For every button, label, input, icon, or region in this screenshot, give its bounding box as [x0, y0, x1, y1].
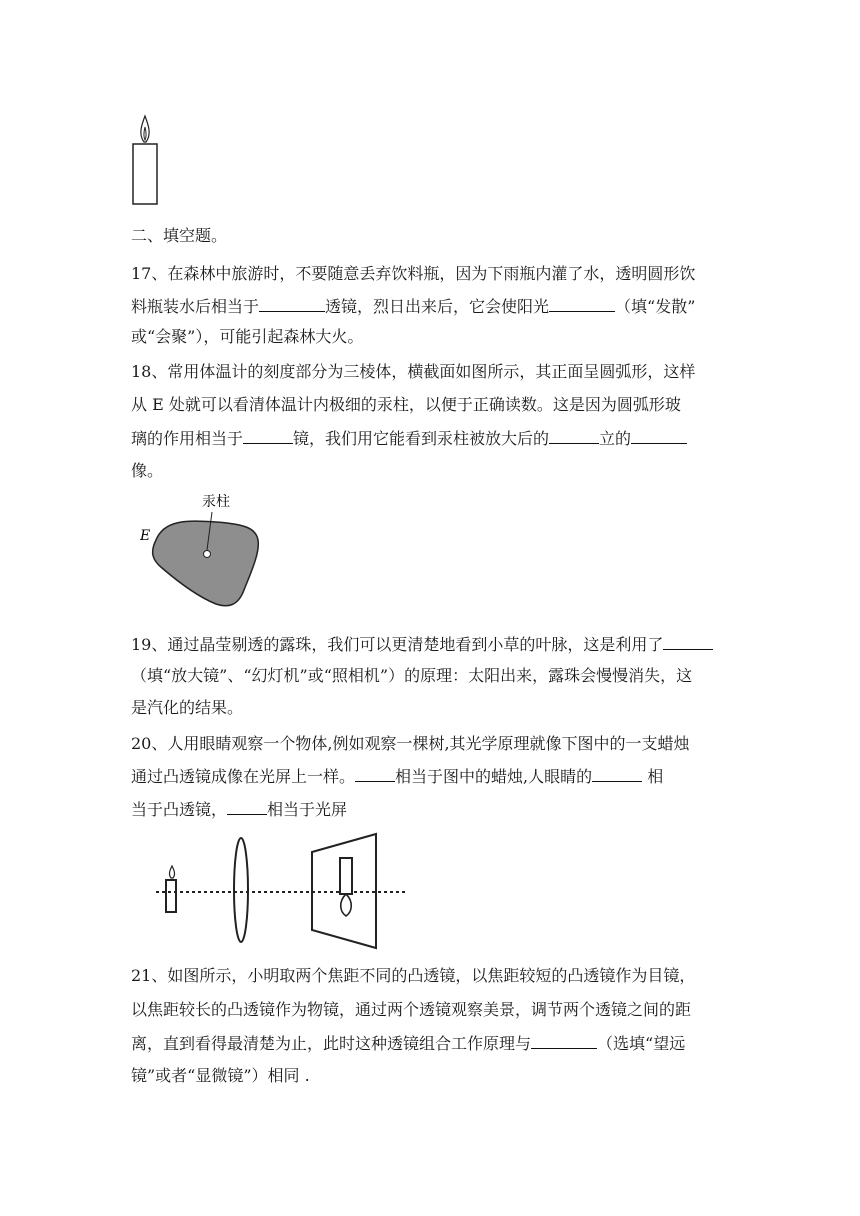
q20-blank-2[interactable] — [592, 767, 642, 782]
q19-line1: 19、通过晶莹剔透的露珠，我们可以更清楚地看到小草的叶脉，这是利用了 — [131, 635, 713, 655]
q21-line1: 21、如图所示，小明取两个焦距不同的凸透镜，以焦距较短的凸透镜作为目镜， — [131, 966, 696, 985]
q19-line2: （填“放大镜”、“幻灯机”或“照相机”）的原理：太阳出来，露珠会慢慢消失，这 — [131, 666, 693, 685]
q20-blank-1[interactable] — [355, 767, 395, 782]
q21-line3: 离，直到看得最清楚为止，此时这种透镜组合工作原理与 （选填“望远 — [131, 1034, 686, 1053]
q18-line4: 像。 — [131, 461, 164, 480]
q18-line1: 18、常用体温计的刻度部分为三棱体，横截面如图所示，其正面呈圆弧形，这样 — [131, 362, 696, 381]
q20-line3: 当于凸透镜， 相当于光屏 — [131, 800, 348, 819]
section-heading: 二、填空题。 — [131, 226, 228, 245]
q17-line3: 或“会聚”），可能引起森林大火。 — [131, 327, 364, 346]
candle-figure — [128, 112, 168, 208]
q20-blank-3[interactable] — [227, 800, 267, 815]
q18-line2: 从 E 处就可以看清体温计内极细的汞柱，以便于正确读数。这是因为圆弧形玻 — [131, 395, 681, 414]
mercury-label: 汞柱 — [202, 494, 230, 510]
q21-line4: 镜”或者“显微镜”）相同 . — [131, 1066, 310, 1085]
q20-line1: 20、人用眼睛观察一个物体,例如观察一棵树,其光学原理就像下图中的一支蜡烛 — [131, 734, 690, 753]
q18-line3: 璃的作用相当于 镜，我们用它能看到汞柱被放大后的 立的 — [131, 429, 687, 449]
q19-line3: 是汽化的结果。 — [131, 698, 244, 717]
q21-line2: 以焦距较长的凸透镜作为物镜，通过两个透镜观察美景，调节两个透镜之间的距 — [131, 1000, 692, 1019]
q17-line2: 料瓶装水后相当于 透镜，烈日出来后，它会使阳光 （填“发散” — [131, 297, 696, 316]
q17-line1: 17、在森林中旅游时，不要随意丢弃饮料瓶，因为下雨瓶内灌了水，透明圆形饮 — [131, 264, 696, 283]
q18-blank-1[interactable] — [243, 429, 293, 444]
q18-blank-3[interactable] — [631, 429, 687, 444]
q21-blank-1[interactable] — [531, 1034, 597, 1049]
candle-lens-screen-figure — [130, 826, 420, 952]
q17-blank-2[interactable] — [549, 297, 615, 312]
q19-blank-1[interactable] — [663, 635, 713, 650]
q17-blank-1[interactable] — [259, 297, 325, 312]
thermometer-section-figure — [136, 490, 266, 612]
q18-blank-2[interactable] — [549, 429, 599, 444]
q20-line2: 通过凸透镜成像在光屏上一样。 相当于图中的蜡烛,人眼睛的 相 — [131, 767, 664, 786]
e-label: E — [140, 528, 151, 544]
